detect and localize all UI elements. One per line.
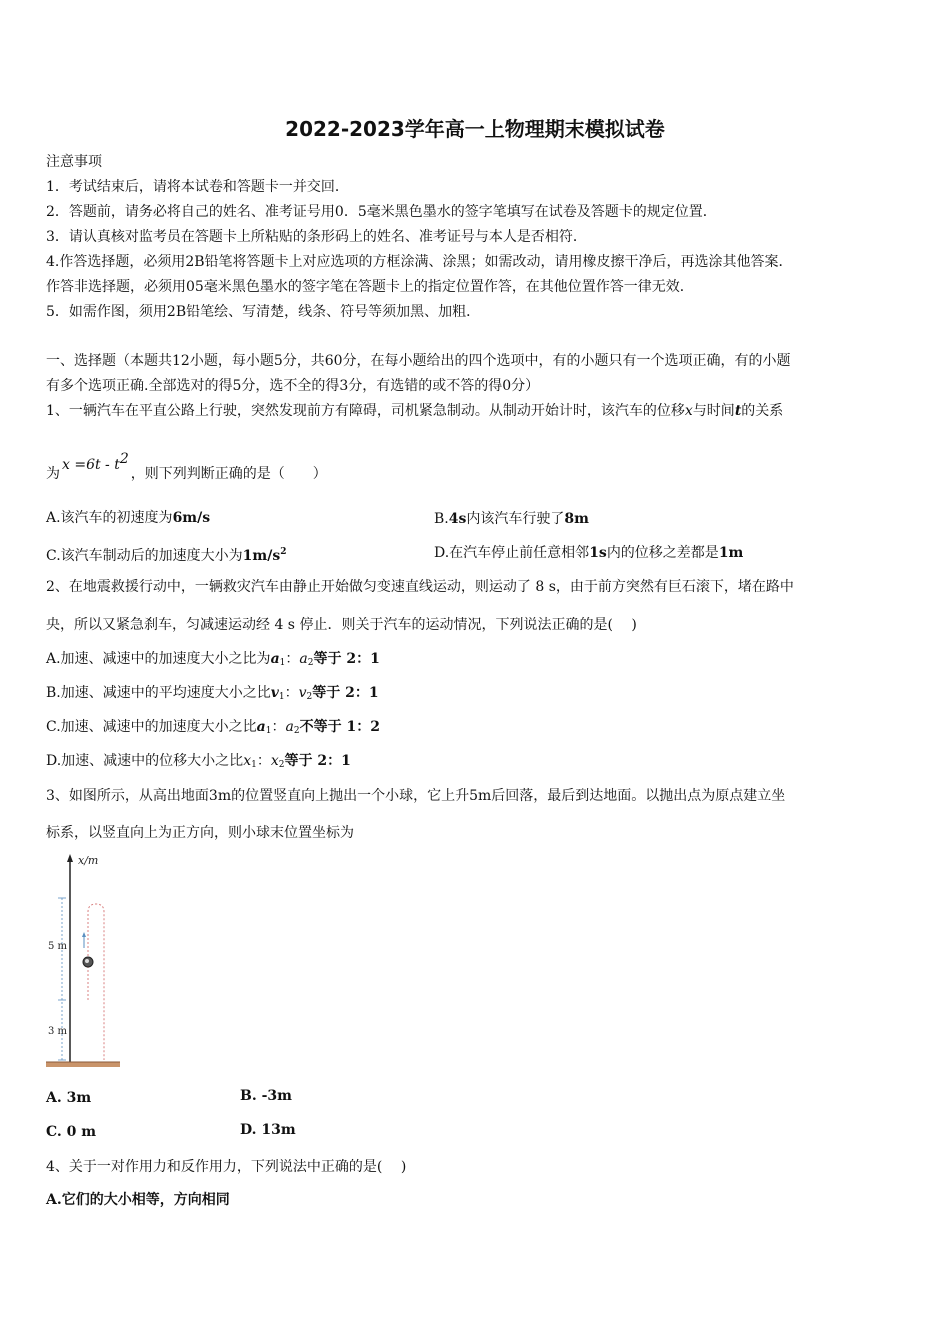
- q1-stem-c: 的关系: [741, 403, 784, 419]
- q1-option-b-value2: 8m: [564, 511, 589, 527]
- page-title: 2022-2023学年高一上物理期末模拟试卷: [285, 117, 665, 141]
- q2-d-sym2: x: [270, 753, 279, 769]
- q1-option-b-value: 4s: [448, 511, 467, 527]
- q3-option-b-text: B. -3m: [240, 1088, 292, 1104]
- q1-option-b-label2: 内该汽车行驶了: [466, 511, 565, 527]
- q2-option-c: [46, 717, 380, 741]
- section-heading-2: 有多个选项正确.全部选对的得5分，选不全的得3分，有选错的或不答的得0分）: [46, 378, 540, 394]
- q2-option-d: [46, 751, 351, 775]
- q2-d-sub2: 2: [278, 760, 285, 770]
- q3-option-c-text: C. 0 m: [46, 1124, 97, 1140]
- q3-figure: [44, 852, 124, 1070]
- q4-stem: 4、关于一对作用力和反作用力，下列说法中正确的是( ): [46, 1159, 407, 1175]
- q1-option-a-value: 6m/s: [172, 510, 211, 526]
- q2-a-sub2: 2: [307, 658, 314, 668]
- q2-option-b: [46, 683, 379, 707]
- q1-option-d: [434, 542, 743, 562]
- q1-option-c: [46, 542, 287, 566]
- notice-item-4b: 作答非选择题，必须用05毫米黑色墨水的签字笔在答题卡上的指定位置作答，在其他位置作答一律无效．: [46, 279, 694, 295]
- q2-b-sym1: v: [270, 685, 279, 701]
- q2-stem-line2: 央，所以又紧急刹车，匀减速运动经 4 s 停止．则关于汽车的运动情况，下列说法正确的是( ): [46, 617, 637, 633]
- q1-option-b-label: B.: [434, 511, 449, 527]
- q2-a-sym2: a: [299, 651, 308, 667]
- q3-stem-line1: 3、如图所示，从高出地面3m的位置竖直向上抛出一个小球，它上升5m后回落，最后到达地面。以抛出点为原点建立坐: [46, 788, 786, 804]
- q3-option-a-text: A. 3m: [46, 1090, 92, 1106]
- notice-item-4: 4.作答选择题，必须用2B铅笔将答题卡上对应选项的方框涂满、涂黑；如需改动，请用橡皮擦干净后，再选涂其他答案．: [46, 254, 793, 270]
- q2-c-sep: ：: [271, 719, 286, 735]
- q2-a-tail: 等于 2：1: [313, 651, 380, 667]
- q3-axis-arrow-icon: [67, 854, 73, 862]
- q2-c-tail: 不等于 1：2: [299, 719, 380, 735]
- q2-d-sub1: 1: [251, 760, 257, 770]
- q4-option-a: A.它们的大小相等，方向相同: [46, 1192, 230, 1208]
- q2-d-tail: 等于 2：1: [284, 753, 351, 769]
- q2-option-c-text: C.加速、减速中的加速度大小之比: [46, 719, 257, 735]
- q1-prefix: 为: [46, 466, 60, 482]
- q2-option-a: [46, 649, 380, 673]
- q1-option-c-value: 1m/s: [242, 548, 281, 564]
- q2-c-sym2: a: [285, 719, 294, 735]
- q3-label-5m: 5 m: [48, 941, 68, 952]
- q3-option-b: [240, 1088, 292, 1104]
- q1-option-d-value2: 1m: [718, 545, 744, 561]
- q1-stem-b: 与时间: [692, 403, 735, 419]
- q2-b-sep: ：: [284, 685, 299, 701]
- q2-b-tail: 等于 2：1: [312, 685, 379, 701]
- q2-c-sym1: a: [256, 719, 266, 735]
- q1-stem-a: 1、一辆汽车在平直公路上行驶，突然发现前方有障碍，司机紧急制动。从制动开始计时，该汽车的位移: [46, 403, 685, 419]
- q3-option-a: [46, 1088, 91, 1108]
- q1-suffix: ，则下列判断正确的是（ ）: [130, 466, 327, 482]
- q2-a-sub1: 1: [279, 658, 286, 668]
- notice-item-5: 5．如需作图，须用2B铅笔绘、写清楚，线条、符号等须加黑、加粗．: [46, 304, 481, 320]
- notice-item-1: 1．考试结束后，请将本试卷和答题卡一并交回．: [46, 179, 349, 195]
- q3-up-arrowhead-icon: [82, 932, 86, 937]
- q2-option-a-text: A.加速、减速中的加速度大小之比为: [46, 651, 271, 667]
- q2-stem-line1: 2、在地震救援行动中，一辆救灾汽车由静止开始做匀变速直线运动，则运动了 8 s，由于前方突然有巨石滚下，堵在路中: [46, 579, 794, 595]
- q3-ground: [46, 1062, 120, 1067]
- q1-formula-exp: 2: [119, 451, 129, 467]
- q1-var-x: x: [684, 403, 693, 419]
- q2-option-d-text: D.加速、减速中的位移大小之比: [46, 753, 244, 769]
- q1-option-d-label2: 内的位移之差都是: [606, 545, 719, 561]
- q1-var-t: t: [734, 403, 742, 419]
- q3-option-d-text: D. 13m: [240, 1122, 296, 1138]
- q1-relation: [46, 451, 327, 484]
- q1-option-a-label: A.该汽车的初速度为: [46, 510, 173, 526]
- q2-option-b-text: B.加速、减速中的平均速度大小之比: [46, 685, 271, 701]
- q3-label-3m: 3 m: [48, 1026, 68, 1037]
- notice-item-3: 3．请认真核对监考员在答题卡上所粘贴的条形码上的姓名、准考证号与本人是否相符．: [46, 229, 587, 245]
- q1-option-d-value: 1s: [589, 545, 607, 561]
- q1-option-c-label: C.该汽车制动后的加速度大小为: [46, 548, 243, 564]
- notice-heading: 注意事项: [46, 154, 102, 170]
- q3-stem-line2: 标系，以竖直向上为正方向，则小球末位置坐标为: [46, 825, 354, 841]
- section-heading-1: 一、选择题（本题共12小题，每小题5分，共60分，在每小题给出的四个选项中，有的小题只有一个选项正确，有的小题: [46, 353, 791, 369]
- q1-formula: x =6t - t: [62, 457, 120, 473]
- notice-item-2: 2．答题前，请务必将自己的姓名、准考证号用0．5毫米黑色墨水的签字笔填写在试卷及答题卡的规定位置．: [46, 204, 717, 220]
- q1-stem: [46, 401, 783, 421]
- q1-option-c-sup: 2: [280, 547, 287, 557]
- q2-d-sym1: x: [243, 753, 252, 769]
- q3-axis-label: x/m: [78, 854, 99, 867]
- q2-c-sub2: 2: [293, 726, 300, 736]
- q2-b-sym2: v: [298, 685, 307, 701]
- q3-ball-highlight: [85, 959, 89, 963]
- q2-b-sub2: 2: [306, 692, 313, 702]
- q3-trajectory: [88, 904, 104, 1060]
- q2-c-sub1: 1: [265, 726, 272, 736]
- q1-option-d-label: D.在汽车停止前任意相邻: [434, 545, 590, 561]
- q1-option-a: [46, 508, 210, 528]
- q2-d-sep: ：: [256, 753, 271, 769]
- q3-option-c: [46, 1122, 96, 1142]
- q1-option-b: [434, 508, 589, 528]
- q2-a-sym1: a: [270, 651, 280, 667]
- q2-b-sub1: 1: [278, 692, 285, 702]
- q3-option-d: [240, 1122, 296, 1138]
- q2-a-sep: ：: [285, 651, 300, 667]
